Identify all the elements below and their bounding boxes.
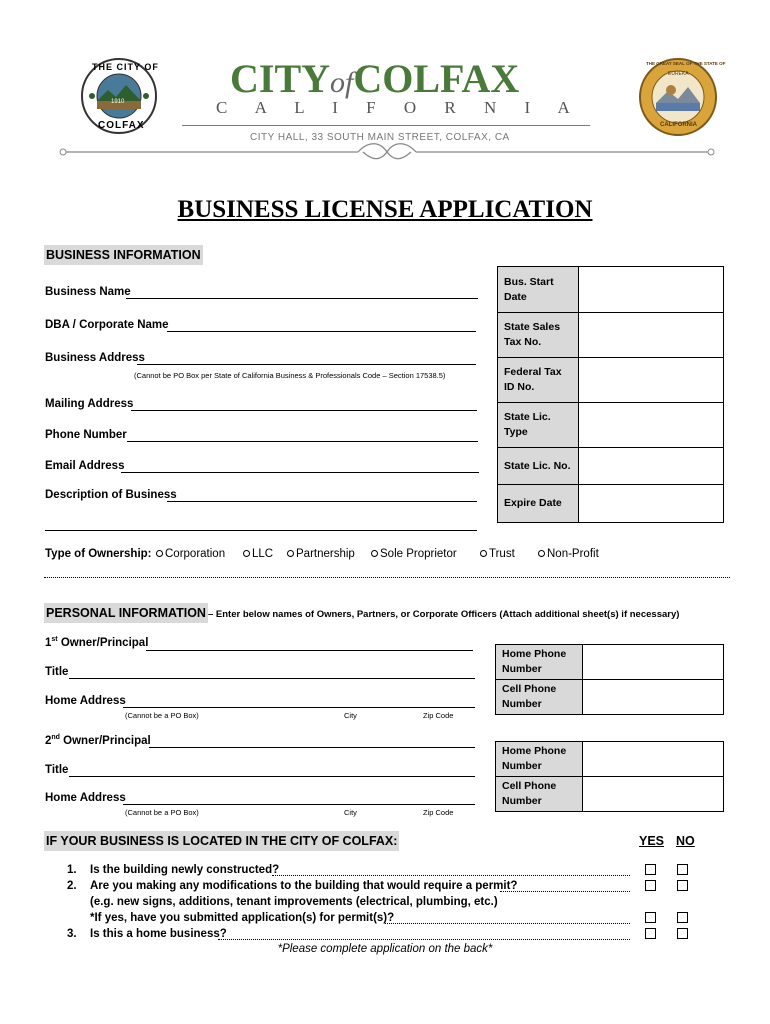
q2-followup-yes-checkbox[interactable] <box>645 912 656 923</box>
city-seal-text-bottom: COLFAX <box>98 120 145 131</box>
owner2-home-phone-label: Home Phone Number <box>496 742 583 777</box>
city-seal-text-top: THE CITY OF <box>92 62 159 72</box>
owner1-text: Owner/Principal <box>57 636 149 649</box>
city-title-2: COLFAX <box>353 56 520 101</box>
owner2-home-phone-field[interactable] <box>583 742 724 777</box>
ownership-sole-proprietor[interactable] <box>371 548 457 560</box>
owner2-city-note: City <box>344 808 357 817</box>
owner2-num: 2 <box>45 734 52 747</box>
state-seal-bottom: CALIFORNIA <box>660 122 697 128</box>
state-seal-motto: EUREKA <box>668 71 689 77</box>
phone-field[interactable] <box>127 441 478 442</box>
owner1-field[interactable] <box>146 650 473 651</box>
footer-note: *Please complete application on the back* <box>277 943 493 955</box>
owner1-city-note: City <box>344 711 357 720</box>
city-address: CITY HALL, 33 SOUTH MAIN STREET, COLFAX, CA <box>250 132 510 143</box>
ownership-label-non-profit: Non-Profit <box>547 548 599 560</box>
personal-info-heading: PERSONAL INFORMATION <box>44 603 208 623</box>
description-field[interactable] <box>167 501 477 502</box>
q3-no-checkbox[interactable] <box>677 928 688 939</box>
owner1-cell-phone-label: Cell Phone Number <box>496 680 583 715</box>
form-title: BUSINESS LICENSE APPLICATION <box>177 196 593 223</box>
phone-label: Phone Number <box>45 429 127 441</box>
state-lic-no-label: State Lic. No. <box>498 448 579 485</box>
owner2-text: Owner/Principal <box>59 734 151 747</box>
expire-date-field[interactable] <box>579 485 724 523</box>
q3-text: Is this a home business? <box>90 928 227 940</box>
q1-leader <box>272 875 630 876</box>
state-name: C A L I F O R N I A <box>216 98 582 117</box>
owner1-home-phone-field[interactable] <box>583 645 724 680</box>
q3-yes-checkbox[interactable] <box>645 928 656 939</box>
owner1-po-note: (Cannot be a PO Box) <box>125 711 199 720</box>
owner1-zip-note: Zip Code <box>423 711 454 720</box>
radio-icon <box>538 550 545 557</box>
q2-example: (e.g. new signs, additions, tenant improvements (electrical, plumbing, etc.) <box>90 896 498 908</box>
city-title-1: CITY <box>230 56 331 101</box>
q1-yes-checkbox[interactable] <box>645 864 656 875</box>
radio-icon <box>371 550 378 557</box>
q2-followup: *If yes, have you submitted application(s) for permit(s)? <box>90 912 395 924</box>
no-heading: NO <box>676 834 695 848</box>
ownership-corporation[interactable] <box>156 548 225 560</box>
owner2-cell-phone-label: Cell Phone Number <box>496 777 583 812</box>
ownership-label-sole-proprietor: Sole Proprietor <box>380 548 457 560</box>
owner1-label <box>45 636 148 649</box>
owner2-home-address-label: Home Address <box>45 792 126 804</box>
q2-no-checkbox[interactable] <box>677 880 688 891</box>
email-label: Email Address <box>45 460 125 472</box>
mailing-address-label: Mailing Address <box>45 398 134 410</box>
ownership-non-profit[interactable] <box>538 548 599 560</box>
description-label: Description of Business <box>45 489 177 501</box>
ownership-partnership[interactable] <box>287 548 355 560</box>
mailing-address-field[interactable] <box>131 410 477 411</box>
ownership-llc[interactable] <box>243 548 273 560</box>
header-rule <box>182 125 590 126</box>
ownership-trust[interactable] <box>480 548 515 560</box>
description-field-line2[interactable] <box>45 530 477 531</box>
q2-followup-no-checkbox[interactable] <box>677 912 688 923</box>
business-name-label: Business Name <box>45 286 131 298</box>
section-divider <box>44 577 730 578</box>
personal-info-heading-row <box>44 604 679 622</box>
business-info-heading: BUSINESS INFORMATION <box>44 245 203 265</box>
owner2-zip-note: Zip Code <box>423 808 454 817</box>
city-title-of: of <box>330 66 354 99</box>
ownership-label-llc: LLC <box>252 548 274 560</box>
q2-text: Are you making any modifications to the building that would require a permit? <box>90 880 518 892</box>
dba-field[interactable] <box>167 331 476 332</box>
state-lic-type-label: State Lic. Type <box>498 403 579 448</box>
ownership-label-partnership: Partnership <box>296 548 355 560</box>
owner1-home-phone-label: Home Phone Number <box>496 645 583 680</box>
owner1-home-address-label: Home Address <box>45 695 126 707</box>
q2-leader <box>500 891 630 892</box>
owner2-po-note: (Cannot be a PO Box) <box>125 808 199 817</box>
owner2-title-label: Title <box>45 764 69 776</box>
business-address-field[interactable] <box>137 364 476 365</box>
email-field[interactable] <box>121 472 479 473</box>
sales-tax-label: State Sales Tax No. <box>498 313 579 358</box>
owner1-phone-table <box>495 644 724 715</box>
city-seal-year: 1910 <box>111 99 125 105</box>
owner1-title-label: Title <box>45 666 69 678</box>
federal-tax-label: Federal Tax ID No. <box>498 358 579 403</box>
owner2-phone-table <box>495 741 724 812</box>
expire-date-label: Expire Date <box>498 485 579 523</box>
ornamental-divider <box>58 141 716 161</box>
personal-info-note: – Enter below names of Owners, Partners, or Corporate Officers (Attach additional sheet(s) if necessary) <box>207 609 680 620</box>
ownership-label-trust: Trust <box>489 548 515 560</box>
business-details-table <box>497 266 724 523</box>
bus-start-date-field[interactable] <box>579 267 724 313</box>
owner1-cell-phone-field[interactable] <box>583 680 724 715</box>
owner2-title-field[interactable] <box>69 776 475 777</box>
owner1-num: 1 <box>45 636 52 649</box>
state-seal-text: THE GREAT SEAL OF THE STATE OF <box>646 61 726 66</box>
radio-icon <box>243 550 250 557</box>
radio-icon <box>156 550 163 557</box>
owner2-sup: nd <box>51 734 60 741</box>
business-name-field[interactable] <box>126 298 478 299</box>
owner2-cell-phone-field[interactable] <box>583 777 724 812</box>
state-lic-type-field[interactable] <box>579 403 724 448</box>
owner2-home-address-field[interactable] <box>123 804 475 805</box>
q2-yes-checkbox[interactable] <box>645 880 656 891</box>
q1-text: Is the building newly constructed? <box>90 864 280 876</box>
state-lic-no-field[interactable] <box>579 448 724 485</box>
bus-start-date-label: Bus. Start Date <box>498 267 579 313</box>
sales-tax-field[interactable] <box>579 313 724 358</box>
q2-followup-leader <box>385 923 630 924</box>
dba-label: DBA / Corporate Name <box>45 319 169 331</box>
owner2-field[interactable] <box>149 747 475 748</box>
q2-number: 2. <box>67 880 77 892</box>
radio-icon <box>480 550 487 557</box>
q1-no-checkbox[interactable] <box>677 864 688 875</box>
owner1-title-field[interactable] <box>69 678 475 679</box>
colfax-heading: IF YOUR BUSINESS IS LOCATED IN THE CITY OF COLFAX: <box>44 831 399 851</box>
owner1-home-address-field[interactable] <box>123 707 475 708</box>
federal-tax-field[interactable] <box>579 358 724 403</box>
yes-heading: YES <box>639 834 665 848</box>
q3-number: 3. <box>67 928 77 940</box>
ownership-label: Type of Ownership: <box>45 548 152 560</box>
city-title <box>230 55 580 102</box>
q3-leader <box>218 939 630 940</box>
business-address-note: (Cannot be PO Box per State of California Business & Professionals Code – Section 17538.5) <box>134 371 446 380</box>
q1-number: 1. <box>67 864 77 876</box>
radio-icon <box>287 550 294 557</box>
ownership-label-corporation: Corporation <box>165 548 226 560</box>
owner1-sup: st <box>51 636 58 643</box>
owner2-label <box>45 734 151 747</box>
business-address-label: Business Address <box>45 352 145 364</box>
